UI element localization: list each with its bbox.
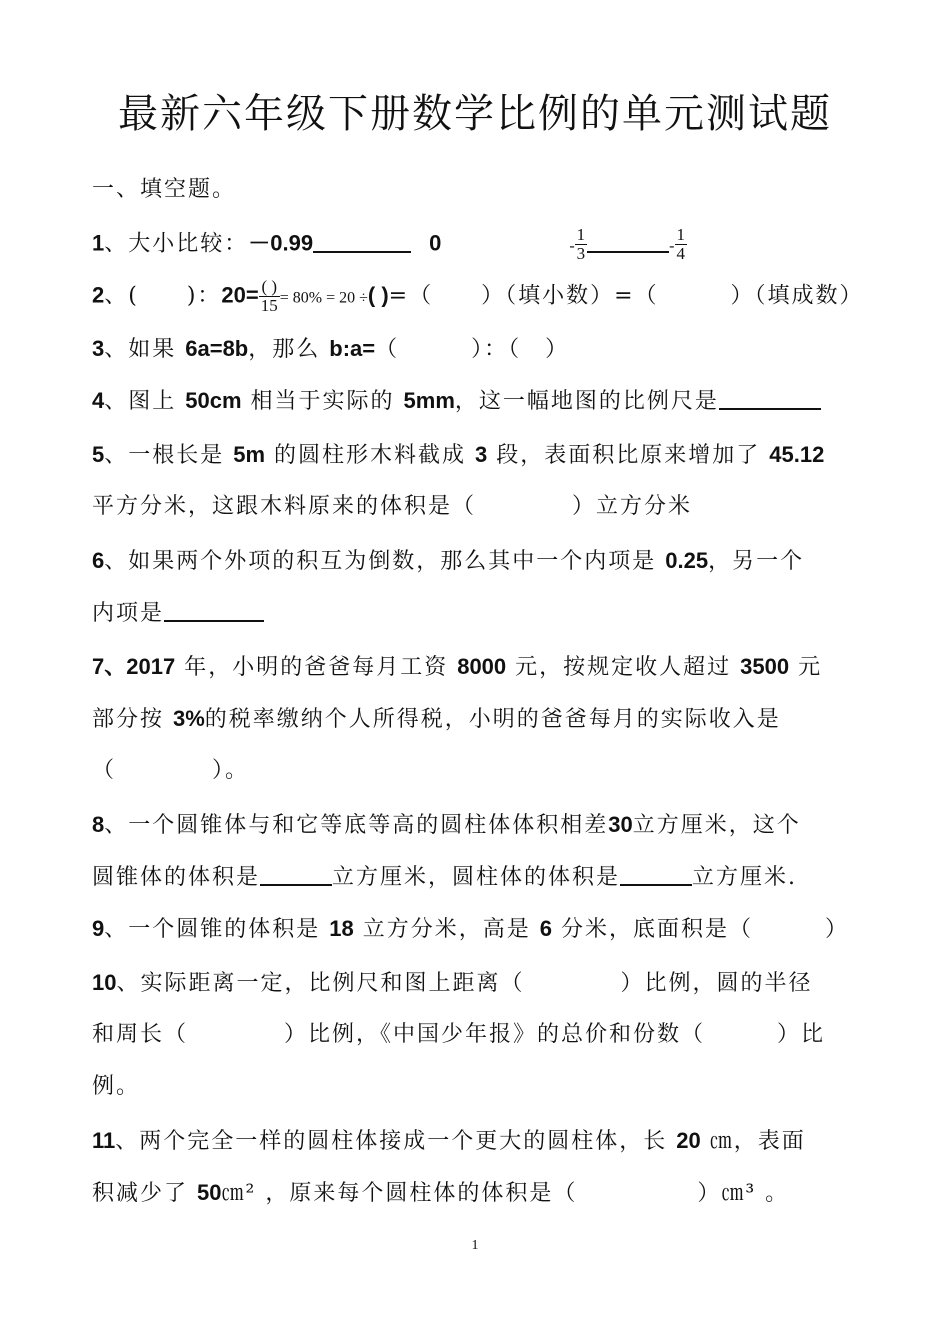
answer-blank[interactable] [587,229,669,253]
answer-blank[interactable] [719,386,821,410]
fraction-denominator: 15 [260,296,278,315]
value: 30 [608,812,633,837]
fraction-numerator: 1 [576,225,586,244]
equation: 6a=8b [185,336,249,361]
question-text: 内项是 [92,601,165,626]
question-8 [92,810,862,841]
value: 3500 [740,654,790,679]
fraction-numerator: ( ) [259,278,280,297]
answer-blank[interactable] [620,862,692,886]
page-number: 1 [471,1238,479,1253]
minus-sign: - [569,237,575,255]
unit-cm2: ㎝² [221,1181,257,1206]
question-number: 8 [92,812,105,837]
question-10-line-2: 和周长（ ）比例，《中国少年报》的总价和份数（ ）比 [92,1022,826,1047]
question-text: 、一个圆锥的体积是 [104,917,330,942]
question-text: ㎝，表面 [700,1129,806,1154]
value: 50 [197,1180,222,1205]
question-7-line-2 [92,704,862,735]
question-11-line-2 [92,1178,862,1209]
question-text: 立方分米，高是 [353,917,540,942]
question-text: 元，按规定收人超过 [506,655,741,680]
value: 8000 [457,654,507,679]
value: 20 [676,1128,701,1153]
question-text: （ ）：（ ） [375,337,570,362]
value: 45.12 [769,442,825,467]
question-text: 部分按 [92,707,173,732]
question-text: 积减少了 [92,1181,197,1206]
fraction-1-3 [575,226,588,263]
fraction-1-4 [675,226,688,263]
question-text: ，另一个 [708,549,805,574]
question-number: 5 [92,442,105,467]
fraction-denominator: 3 [576,244,586,263]
fraction-numerator: 1 [676,225,685,244]
question-text: 。 [765,1181,790,1206]
question-10 [92,968,862,999]
section-heading: 一、填空题。 [92,177,237,202]
question-5 [92,440,862,471]
question-text: 的圆柱形木料截成 [265,443,476,468]
year: 2017 [126,654,176,679]
value: 5m [233,442,266,467]
question-2 [92,278,862,315]
question-text: 年，小明的爸爸每月工资 [175,655,458,680]
question-text: 、一根长是 [104,443,234,468]
page-title: 最新六年级下册数学比例的单元测试题 [118,91,832,137]
question-text: ，那么 [248,337,330,362]
value: 50cm [185,388,242,413]
divisor-blank: ( ) [367,282,389,308]
question-number: 9 [92,916,105,941]
minus-sign: - [669,237,675,255]
question-text: =（ ）（填成数） [614,283,864,309]
value: 6 [539,916,552,941]
question-text: 立方厘米，圆柱体的体积是 [332,865,621,890]
value: 5mm [403,388,455,413]
question-6 [92,546,862,577]
value-a: －0.99 [248,230,314,256]
question-7-line-3: （ ）。 [92,758,250,783]
answer-blank[interactable] [313,229,411,253]
question-text: 、两个完全一样的圆柱体接成一个更大的圆柱体，长 [115,1129,677,1154]
value: 18 [329,916,354,941]
question-number: 1 [92,230,105,256]
value: 0.25 [665,548,709,573]
question-9 [92,914,862,945]
question-6-line-2 [92,598,862,629]
fraction-denominator: 4 [676,244,685,263]
question-text: 立方厘米，这个 [632,813,801,838]
question-text: 、一个圆锥体与和它等底等高的圆柱体体积相差 [104,813,609,838]
question-number: 11 [92,1128,116,1153]
question-10-line-3: 例。 [92,1074,141,1099]
question-number: 10 [92,970,117,995]
question-text: 、大小比较： [104,231,249,257]
question-text: 相当于实际的 [241,389,404,414]
question-8-line-2 [92,862,862,893]
question-text: 段，表面积比原来增加了 [487,443,770,468]
unit-cm3: ㎝³ [721,1181,757,1206]
value: 3% [173,706,205,731]
question-text: ，原来每个圆柱体的体积是（ ） [265,1181,722,1206]
question-text: 元 [789,655,823,680]
question-1 [92,226,862,263]
question-text: 立方厘米. [692,865,798,890]
question-text: 圆锥体的体积是 [92,865,261,890]
value-b: 0 [429,230,442,256]
question-text: 、如果两个外项的积互为倒数，那么其中一个内项是 [104,549,666,574]
question-5-line-2: 平方分米，这跟木料原来的体积是（ ）立方分米 [92,494,693,519]
fraction-blank-15 [259,278,280,315]
question-text: 、如果 [104,337,186,362]
question-number: 6 [92,548,105,573]
question-text: 、实际距离一定，比例尺和图上距离（ ）比例，圆的半径 [116,971,813,996]
question-7 [92,652,862,683]
question-3 [92,334,862,365]
question-number: 7、 [92,654,127,679]
question-text: 的税率缴纳个人所得税，小明的爸爸每月的实际收入是 [204,707,781,732]
question-text: 、( )： [104,283,222,309]
answer-blank[interactable] [260,862,332,886]
question-4 [92,386,862,417]
question-text: =（ ）（填小数） [388,283,615,309]
question-11 [92,1126,862,1157]
value: 3 [475,442,488,467]
value-20: 20= [221,282,259,308]
ratio: b:a= [329,336,376,361]
question-number: 2 [92,282,105,308]
question-number: 3 [92,336,105,361]
question-text: 、图上 [104,389,186,414]
equation-text: = 80% = 20 ÷ [279,289,368,307]
question-text: 分米，底面积是（ ） [551,917,849,942]
answer-blank[interactable] [164,598,264,622]
question-text: ，这一幅地图的比例尺是 [454,389,719,414]
question-number: 4 [92,388,105,413]
